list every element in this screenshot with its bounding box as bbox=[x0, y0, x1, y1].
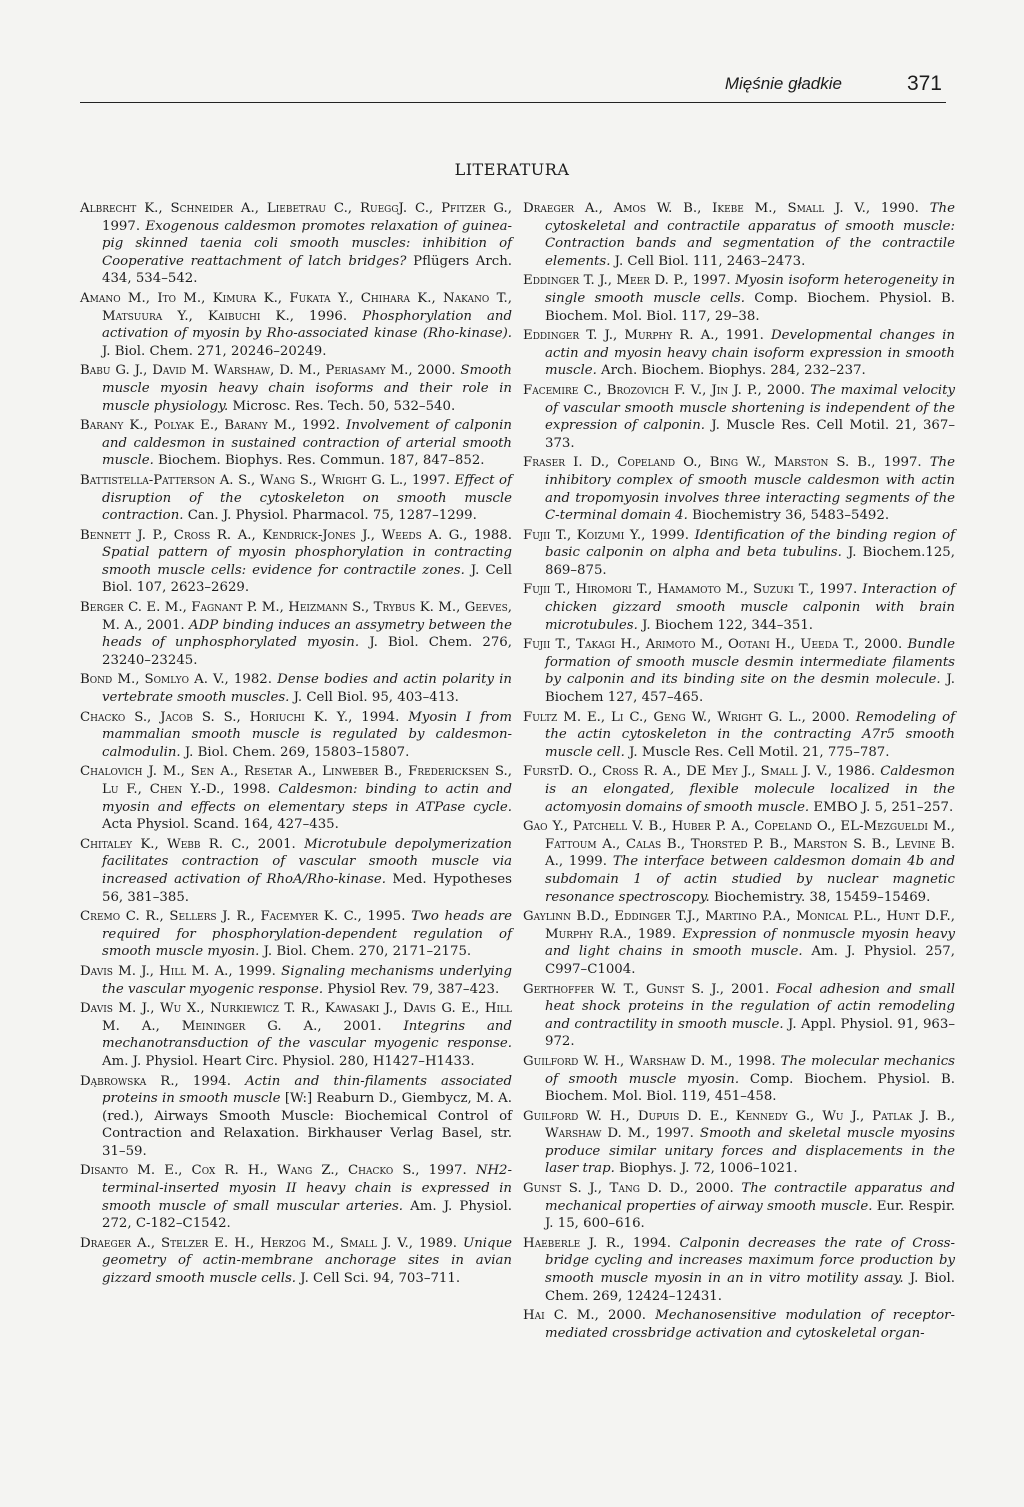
reference-title: Myosin isoform heterogeneity in single smooth muscle cells. bbox=[545, 273, 956, 306]
page-number: 371 bbox=[906, 72, 942, 95]
reference-authors: Berger C. E. M., Fagnant P. M., Heizmann S., Trybus K. M., Geeves, M. A., 2001. bbox=[80, 600, 512, 633]
reference-source: Am. J. Physiol. 257, C997–C1004. bbox=[545, 944, 955, 977]
reference-entry bbox=[523, 818, 955, 906]
reference-source: J. Biol. Chem. 269, 12424–12431. bbox=[545, 1271, 955, 1304]
reference-source: Am. J. Physiol. Heart Circ. Physiol. 280, H1427–H1433. bbox=[102, 1053, 475, 1069]
reference-authors: Fujii T., Takagi H., Arimoto M., Ootani H., Ueeda T., 2000. bbox=[523, 637, 903, 653]
reference-title: NH2-terminal-inserted myosin II heavy chain is expressed in smooth muscle of small muscular arteries. bbox=[102, 1163, 512, 1214]
reference-authors: Fultz M. E., Li C., Geng W., Wright G. L., 2000. bbox=[523, 709, 850, 725]
reference-source: J. Biol. Chem. 271, 20246–20249. bbox=[102, 343, 327, 359]
reference-title: Focal adhesion and small heat shock proteins in the regulation of actin remodeling and contractility in smooth muscle. bbox=[545, 981, 955, 1032]
reference-source: J. Muscle Res. Cell Motil. 21, 775–787. bbox=[629, 744, 890, 760]
reference-title: Dense bodies and actin polarity in vertebrate smooth muscles. bbox=[102, 672, 512, 706]
reference-source: J. Biochem.125, 869–875. bbox=[545, 545, 955, 578]
reference-authors: Bond M., Somlyo A. V., 1982. bbox=[80, 672, 272, 688]
reference-entry bbox=[523, 272, 955, 325]
reference-entry bbox=[80, 1235, 512, 1288]
reference-authors: Guilford W. H., Warshaw D. M., 1998. bbox=[523, 1053, 776, 1069]
reference-authors: Gerthoffer W. T., Gunst S. J., 2001. bbox=[523, 981, 770, 997]
reference-source: J. Cell Biol. 111, 2463–2473. bbox=[614, 253, 806, 269]
reference-title: Exogenous caldesmon promotes relaxation of guinea-pig skinned taenia coli smooth muscles: inhibition of Cooperative reattachment of latch bridges? bbox=[102, 218, 512, 269]
reference-authors: Amano M., Ito M., Kimura K., Fukata Y., Chihara K., Nakano T., Matsuura Y., Kaibuchi K., 1996. bbox=[80, 290, 512, 324]
reference-title: Identification of the binding region of basic calponin on alpha and beta tubulins. bbox=[545, 527, 955, 561]
reference-source: J. Biochem 122, 344–351. bbox=[642, 617, 814, 633]
references-column-left bbox=[80, 200, 512, 1290]
reference-entry bbox=[523, 981, 955, 1051]
reference-title: The interface between caldesmon domain 4b and subdomain 1 of actin studied by nuclear magnetic resonance spectroscopy. bbox=[545, 854, 955, 905]
reference-source: Biophys. J. 72, 1006–1021. bbox=[619, 1161, 798, 1177]
reference-source: J. Biochem 127, 457–465. bbox=[545, 672, 955, 706]
reference-title: Smooth and skeletal muscle myosins produce similar unitary forces and displacements in the laser trap. bbox=[545, 1126, 955, 1177]
reference-title: Caldesmon: binding to actin and myosin and effects on elementary steps in ATPase cycle. bbox=[102, 782, 512, 815]
reference-authors: Babu G. J., David M. Warshaw, D. M., Periasamy M., 2000. bbox=[80, 363, 456, 379]
reference-source: Eur. Respir. J. 15, 600–616. bbox=[545, 1198, 955, 1232]
reference-entry bbox=[80, 417, 512, 470]
reference-entry bbox=[523, 1180, 955, 1233]
running-title: Mięśnie gładkie bbox=[724, 74, 842, 93]
reference-entry bbox=[523, 1307, 955, 1342]
reference-source: J. Cell Biol. 107, 2623–2629. bbox=[102, 562, 512, 596]
reference-source: Acta Physiol. Scand. 164, 427–435. bbox=[102, 817, 339, 833]
reference-authors: Haeberle J. R., 1994. bbox=[523, 1235, 671, 1251]
reference-source: J. Biol. Chem. 269, 15803–15807. bbox=[184, 744, 410, 760]
reference-title: Actin and thin-filaments associated proteins in smooth muscle bbox=[102, 1073, 512, 1107]
reference-entry bbox=[80, 1000, 512, 1070]
reference-title: Smooth muscle myosin heavy chain isoforms and their role in muscle physiology. bbox=[102, 363, 512, 414]
reference-authors: Eddinger T. J., Meer D. P., 1997. bbox=[523, 273, 731, 289]
reference-title: The contractile apparatus and mechanical properties of airway smooth muscle. bbox=[545, 1181, 956, 1214]
reference-authors: Davis M. J., Wu X., Nurkiewicz T. R., Kawasaki J., Davis G. E., Hill M. A., Meininger G. A., 2001. bbox=[80, 1001, 512, 1034]
reference-source: Microsc. Res. Tech. 50, 532–540. bbox=[232, 398, 456, 414]
reference-entry bbox=[80, 709, 512, 762]
reference-entry bbox=[523, 636, 955, 706]
reference-source: Comp. Biochem. Physiol. B. Biochem. Mol. Biol. 117, 29–38. bbox=[545, 290, 955, 324]
reference-entry bbox=[80, 908, 512, 961]
reference-title: The cytoskeletal and contractile apparatus of smooth muscle: Contraction bands and segmentation of the contractile elements. bbox=[545, 201, 955, 269]
references-column-right bbox=[523, 200, 955, 1344]
reference-source: Med. Hypotheses 56, 381–385. bbox=[102, 871, 512, 905]
reference-title: Interaction of chicken gizzard smooth muscle calponin with brain microtubules. bbox=[545, 582, 955, 633]
reference-entry bbox=[80, 290, 512, 360]
reference-authors: Davis M. J., Hill M. A., 1999. bbox=[80, 963, 276, 979]
reference-entry bbox=[523, 327, 955, 380]
reference-authors: Gaylinn B.D., Eddinger T.J., Martino P.A., Monical P.L., Hunt D.F., Murphy R.A., 1989. bbox=[523, 909, 955, 942]
reference-title: Mechanosensitive modulation of receptor-mediated crossbridge activation and cytoskeletal organ- bbox=[545, 1308, 955, 1341]
reference-authors: Guilford W. H., Dupuis D. E., Kennedy G., Wu J., Patlak J. B., Warshaw D. M., 1997. bbox=[523, 1108, 955, 1142]
reference-entry bbox=[80, 362, 512, 415]
reference-title: Integrins and mechanotransduction of the vascular myogenic response. bbox=[102, 1018, 512, 1052]
reference-authors: Albrecht K., Schneider A., Liebetrau C., RueggJ. C., Pfitzer G., 1997. bbox=[80, 201, 512, 234]
reference-authors: Fujii T., Hiromori T., Hamamoto M., Suzuki T., 1997. bbox=[523, 582, 858, 598]
reference-source: Biochemistry. 38, 15459–15469. bbox=[714, 889, 931, 905]
reference-entry bbox=[523, 200, 955, 270]
reference-authors: FurstD. O., Cross R. A., DE Mey J., Small J. V., 1986. bbox=[523, 764, 876, 780]
page-header bbox=[80, 72, 946, 103]
reference-source: [W:] Reaburn D., Giembycz, M. A. (red.), Airways Smooth Muscle: Biochemical Control of Contraction and Relaxation. Birkhauser Verlag Basel, str. 31–59. bbox=[102, 1091, 513, 1159]
reference-source: J. Cell Biol. 95, 403–413. bbox=[293, 690, 459, 706]
reference-source: J. Muscle Res. Cell Motil. 21, 367–373. bbox=[545, 418, 955, 451]
reference-title: Phosphorylation and activation of myosin by Rho-associated kinase (Rho-kinase). bbox=[102, 308, 512, 342]
reference-authors: Battistella-Patterson A. S., Wang S., Wright G. L., 1997. bbox=[80, 472, 451, 488]
reference-title: Signaling mechanisms underlying the vascular myogenic response. bbox=[102, 963, 512, 997]
reference-entry bbox=[80, 963, 512, 998]
reference-title: Unique geometry of actin-membrane anchorage sites in avian gizzard smooth muscle cells. bbox=[102, 1235, 512, 1287]
section-title: LITERATURA bbox=[454, 160, 570, 179]
reference-source: Am. J. Physiol. 272, C-182–C1542. bbox=[102, 1198, 512, 1232]
reference-source: Comp. Biochem. Physiol. B. Biochem. Mol. Biol. 119, 451–458. bbox=[545, 1071, 955, 1105]
reference-authors: Chalovich J. M., Sen A., Resetar A., Linweber B., Fredericksen S., Lu F., Chen Y.-D., 1998. bbox=[80, 764, 512, 797]
reference-source: Biochem. Biophys. Res. Commun. 187, 847–852. bbox=[158, 453, 485, 469]
reference-title: Expression of nonmuscle myosin heavy and light chains in smooth muscle. bbox=[545, 926, 955, 960]
reference-entry bbox=[80, 671, 512, 706]
reference-source: Pflügers Arch. 434, 534–542. bbox=[102, 253, 512, 287]
reference-authors: Hai C. M., 2000. bbox=[523, 1308, 647, 1324]
reference-entry bbox=[80, 200, 512, 288]
reference-entry bbox=[523, 382, 955, 452]
reference-title: Bundle formation of smooth muscle desmin intermediate filaments by calponin and its binding site on the desmin molecule. bbox=[545, 637, 955, 688]
reference-authors: Dąbrowska R., 1994. bbox=[80, 1073, 231, 1089]
reference-source: J. Biol. Chem. 270, 2171–2175. bbox=[263, 944, 472, 960]
reference-title: Microtubule depolymerization facilitates contraction of vascular smooth muscle via increased activation of RhoA/Rho-kinase. bbox=[102, 836, 512, 887]
reference-authors: Draeger A., Stelzer E. H., Herzog M., Small J. V., 1989. bbox=[80, 1235, 458, 1251]
reference-source: Arch. Biochem. Biophys. 284, 232–237. bbox=[601, 363, 866, 379]
reference-entry bbox=[523, 709, 955, 762]
reference-entry bbox=[523, 1053, 955, 1106]
reference-source: EMBO J. 5, 251–257. bbox=[813, 799, 954, 815]
reference-title: ADP binding induces an assymetry between the heads of unphosphorylated myosin. bbox=[102, 617, 512, 651]
reference-entry bbox=[523, 527, 955, 580]
reference-authors: Gunst S. J., Tang D. D., 2000. bbox=[523, 1181, 734, 1197]
reference-title: The inhibitory complex of smooth muscle caldesmon with actin and tropomyosin involves three interacting segments of the C-terminal domain 4. bbox=[545, 455, 955, 524]
reference-title: Effect of disruption of the cytoskeleton on smooth muscle contraction. bbox=[102, 472, 512, 524]
reference-authors: Chacko S., Jacob S. S., Horiuchi K. Y., 1994. bbox=[80, 709, 400, 725]
reference-title: Calponin decreases the rate of Cross-bridge cycling and increases maximum force production by smooth muscle myosin in an in vitro motility assay. bbox=[545, 1235, 955, 1287]
reference-authors: Draeger A., Amos W. B., Ikebe M., Small J. V., 1990. bbox=[523, 201, 919, 216]
reference-authors: Eddinger T. J., Murphy R. A., 1991. bbox=[523, 328, 764, 344]
reference-title: Caldesmon is an elongated, flexible molecule localized in the actomyosin domains of smooth muscle. bbox=[545, 764, 955, 815]
reference-authors: Bennett J. P., Cross R. A., Kendrick-Jones J., Weeds A. G., 1988. bbox=[80, 527, 512, 543]
reference-entry bbox=[523, 1108, 955, 1178]
reference-entry bbox=[80, 472, 512, 525]
reference-title: Myosin I from mammalian smooth muscle is regulated by caldesmon-calmodulin. bbox=[102, 709, 512, 760]
reference-entry bbox=[80, 836, 512, 906]
reference-title: Remodeling of the actin cytoskeleton in the contracting A7r5 smooth muscle cell. bbox=[545, 709, 955, 760]
reference-title: Involvement of calponin and caldesmon in sustained contraction of arterial smooth muscle. bbox=[102, 418, 512, 469]
reference-source: J. Cell Sci. 94, 703–711. bbox=[300, 1271, 461, 1287]
reference-entry bbox=[523, 763, 955, 816]
reference-entry bbox=[523, 1235, 955, 1305]
reference-authors: Fraser I. D., Copeland O., Bing W., Marston S. B., 1997. bbox=[523, 455, 922, 471]
reference-source: Biochemistry 36, 5483–5492. bbox=[692, 508, 890, 524]
reference-authors: Barany K., Polyak E., Barany M., 1992. bbox=[80, 418, 340, 434]
reference-authors: Fujii T., Koizumi Y., 1999. bbox=[523, 527, 689, 543]
reference-authors: Gao Y., Patchell V. B., Huber P. A., Copeland O., EL-Mezgueldi M., Fattoum A., Calas B., Thorsted P. B., Marston S. B., Levine B. A., 1999. bbox=[523, 819, 955, 870]
reference-title: Spatial pattern of myosin phosphorylation in contracting smooth muscle cells: evidence for contractile zones. bbox=[102, 545, 512, 578]
reference-entry bbox=[80, 527, 512, 597]
reference-title: The molecular mechanics of smooth muscle myosin. bbox=[545, 1053, 955, 1087]
reference-source: J. Appl. Physiol. 91, 963–972. bbox=[545, 1016, 955, 1050]
reference-entry bbox=[80, 1073, 512, 1161]
reference-entry bbox=[523, 581, 955, 634]
reference-entry bbox=[80, 1162, 512, 1232]
reference-entry bbox=[523, 454, 955, 524]
reference-entry bbox=[523, 908, 955, 978]
reference-source: Can. J. Physiol. Pharmacol. 75, 1287–1299. bbox=[187, 508, 477, 524]
reference-authors: Disanto M. E., Cox R. H., Wang Z., Chacko S., 1997. bbox=[80, 1163, 467, 1179]
reference-entry bbox=[80, 763, 512, 833]
reference-authors: Chitaley K., Webb R. C., 2001. bbox=[80, 836, 296, 852]
reference-source: Physiol Rev. 79, 387–423. bbox=[327, 981, 500, 997]
reference-title: Two heads are required for phosphorylation-dependent regulation of smooth muscle myosin. bbox=[102, 909, 512, 960]
reference-title: Developmental changes in actin and myosin heavy chain isoform expression in smooth muscle. bbox=[545, 328, 955, 379]
reference-entry bbox=[80, 599, 512, 669]
reference-authors: Facemire C., Brozovich F. V., Jin J. P., 2000. bbox=[523, 382, 805, 398]
reference-title: The maximal velocity of vascular smooth muscle shortening is independent of the expression of calponin. bbox=[545, 382, 956, 434]
reference-authors: Cremo C. R., Sellers J. R., Facemyer K. C., 1995. bbox=[80, 909, 406, 925]
reference-source: J. Biol. Chem. 276, 23240–23245. bbox=[102, 635, 512, 668]
